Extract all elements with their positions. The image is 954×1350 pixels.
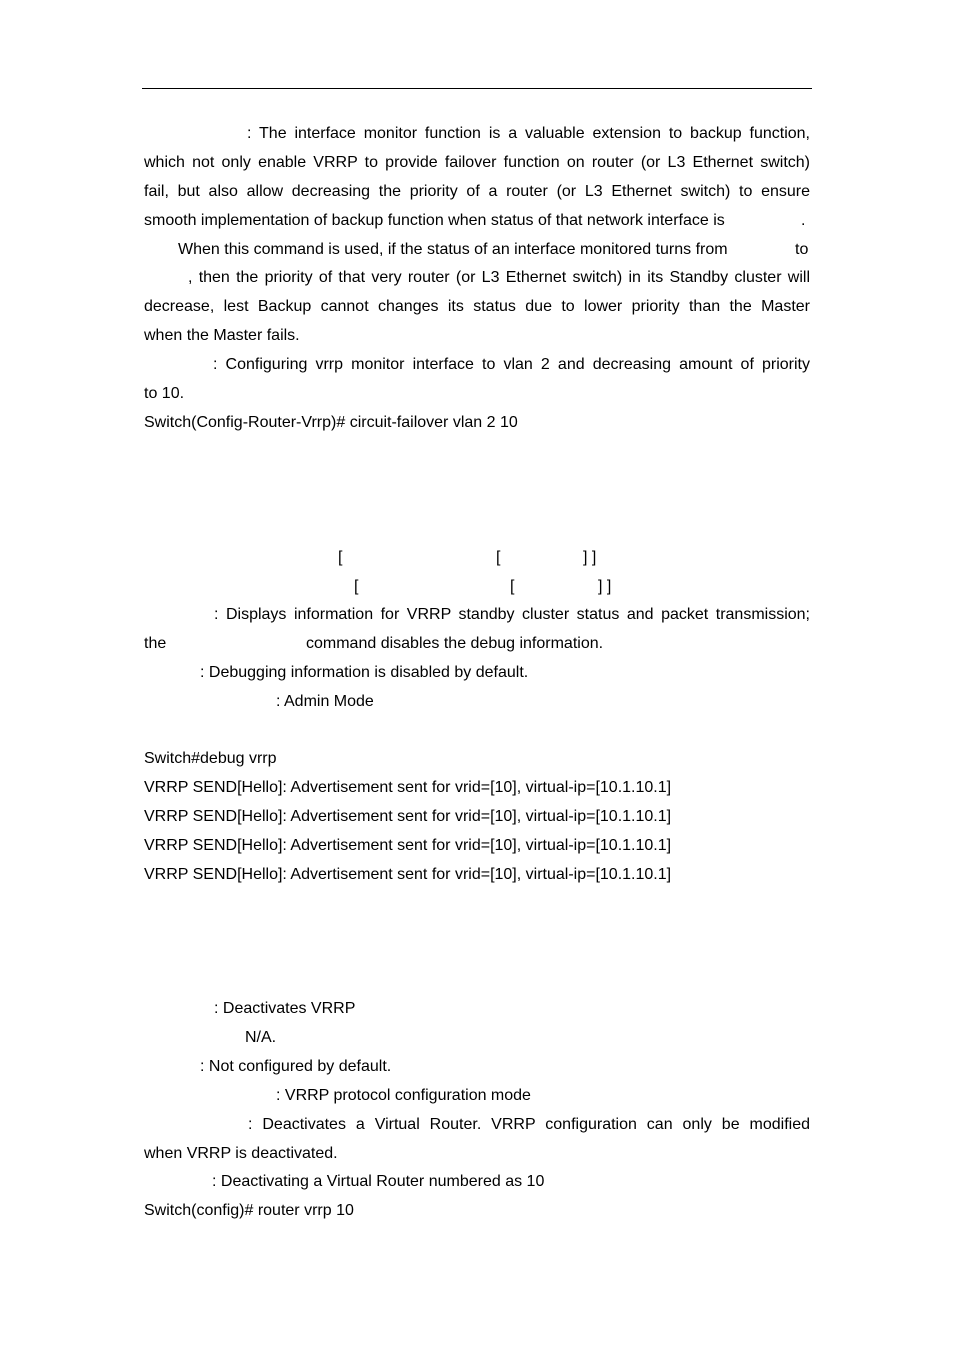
example-line: : Deactivating a Virtual Router numbered as 10 bbox=[212, 1173, 545, 1190]
debug-output-line: VRRP SEND[Hello]: Advertisement sent for vrid=[10], virtual-ip=[10.1.10.1] bbox=[144, 779, 672, 796]
example-command: Switch(Config-Router-Vrrp)# circuit-failover vlan 2 10 bbox=[144, 414, 518, 431]
example-line-2: to 10. bbox=[144, 385, 185, 402]
debug-output-line: VRRP SEND[Hello]: Advertisement sent for vrid=[10], virtual-ip=[10.1.10.1] bbox=[144, 837, 672, 854]
usage-line-1: : Deactivates a Virtual Router. VRRP configuration can only be modified bbox=[248, 1116, 810, 1133]
usage-line-4: smooth implementation of backup function when status of that network interface is bbox=[144, 212, 725, 229]
para2-line-1: When this command is used, if the status of an interface monitored turns from bbox=[178, 241, 728, 258]
para2-line-1-end: to bbox=[795, 241, 809, 258]
syntax2-bracket-1: [ bbox=[354, 578, 359, 595]
function-line-2-start: the bbox=[144, 635, 167, 652]
debug-output-line: VRRP SEND[Hello]: Advertisement sent for vrid=[10], virtual-ip=[10.1.10.1] bbox=[144, 808, 672, 825]
para2-line-2: , then the priority of that very router (or L3 Ethernet switch) in its Standby cluster will bbox=[188, 269, 810, 286]
parameter-line: N/A. bbox=[245, 1029, 277, 1046]
syntax1-bracket-1: [ bbox=[338, 549, 343, 566]
mode-line: : VRRP protocol configuration mode bbox=[276, 1087, 531, 1104]
usage-line-3 bbox=[144, 182, 810, 202]
syntax2-bracket-3: ] ] bbox=[598, 578, 612, 595]
usage-line-2-text: which not only enable VRRP to provide failover function on router (or L3 Ethernet switch) bbox=[144, 154, 810, 171]
function-line: : Deactivates VRRP bbox=[214, 1000, 356, 1017]
syntax1-bracket-2: [ bbox=[496, 549, 501, 566]
debug-command: Switch#debug vrrp bbox=[144, 750, 277, 767]
usage-line-2: when VRRP is deactivated. bbox=[144, 1145, 338, 1162]
syntax1-bracket-3: ] ] bbox=[583, 549, 597, 566]
example-command: Switch(config)# router vrrp 10 bbox=[144, 1202, 354, 1219]
default-line: : Debugging information is disabled by default. bbox=[200, 664, 529, 681]
mode-line: : Admin Mode bbox=[276, 693, 374, 710]
usage-line-2 bbox=[144, 153, 810, 173]
function-line-2-end: command disables the debug information. bbox=[306, 635, 604, 652]
syntax2-bracket-2: [ bbox=[510, 578, 515, 595]
usage-line-3-text: fail, but also allow decreasing the priority of a router (or L3 Ethernet switch) to ensure bbox=[144, 183, 810, 200]
usage-line-1: : The interface monitor function is a valuable extension to backup function, bbox=[247, 125, 810, 142]
para2-line-3-text: decrease, lest Backup cannot changes its status due to lower priority than the Master bbox=[144, 298, 810, 315]
usage-line-4-end: . bbox=[801, 212, 806, 229]
example-line-1: : Configuring vrrp monitor interface to vlan 2 and decreasing amount of priority bbox=[213, 356, 810, 373]
para2-line-4: when the Master fails. bbox=[144, 327, 300, 344]
debug-output-line: VRRP SEND[Hello]: Advertisement sent for vrid=[10], virtual-ip=[10.1.10.1] bbox=[144, 866, 672, 883]
header-rule bbox=[142, 88, 812, 89]
para2-line-3 bbox=[144, 297, 810, 317]
default-line: : Not configured by default. bbox=[200, 1058, 392, 1075]
function-line-1: : Displays information for VRRP standby cluster status and packet transmission; bbox=[214, 606, 810, 623]
